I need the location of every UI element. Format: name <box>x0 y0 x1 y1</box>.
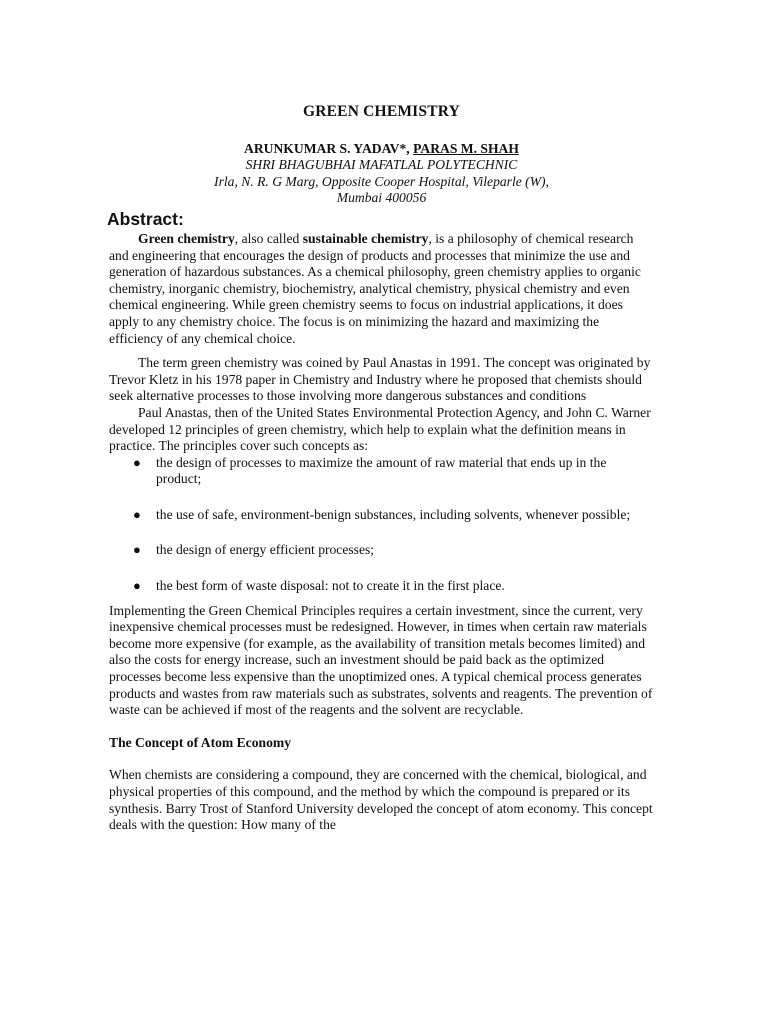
author-separator: , <box>406 140 414 156</box>
abstract-text-mid: , also called <box>234 230 303 246</box>
bullet-icon: ● <box>133 578 141 594</box>
bullet-icon: ● <box>133 506 141 522</box>
list-item-text: the design of energy efficient processes; <box>156 542 375 558</box>
paragraph-atom-economy: When chemists are considering a compound, they are concerned with the chemical, biological, and physical properties of this compound, and the method by which the compound is prepared or its synthesis. Barry Trost of Stanford University developed the concept of atom economy. This concept deals with the question: How many of the <box>109 767 653 833</box>
affiliation-city: Mumbai 400056 <box>336 190 427 206</box>
abstract-heading: Abstract: <box>107 208 184 229</box>
list-item <box>109 578 654 595</box>
author-second: PARAS M. SHAH <box>413 140 519 156</box>
list-item <box>109 542 654 559</box>
list-item-text: the design of processes to maximize the amount of raw material that ends up in the product; <box>156 454 607 487</box>
abstract-text-rest: , is a philosophy of chemical research and engineering that encourages the design of products and processes that minimize the use and generation of hazardous substances. As a chemical philosophy, green chemistry applies to organic chemistry, inorganic chemistry, biochemistry, analytical chemistry, physical chemistry and even chemical engineering. While green chemistry seems to focus on industrial applications, it does apply to any chemistry choice. The focus is on minimizing the hazard and maximizing the efficiency of any chemical choice. <box>109 230 641 346</box>
list-item <box>109 507 654 524</box>
affiliation-address: Irla, N. R. G Marg, Opposite Cooper Hospital, Vileparle (W), <box>214 173 549 189</box>
principles-list <box>109 455 654 595</box>
document-body <box>109 100 654 834</box>
section-heading: The Concept of Atom Economy <box>109 734 291 750</box>
term-green-chemistry: Green chemistry <box>138 230 235 246</box>
document-title: GREEN CHEMISTRY <box>302 103 461 120</box>
abstract-paragraph <box>109 231 654 347</box>
term-sustainable-chemistry: sustainable chemistry <box>302 230 429 246</box>
list-item <box>109 455 654 488</box>
author-first: ARUNKUMAR S. YADAV* <box>244 140 407 156</box>
list-item-text: the use of safe, environment-benign substances, including solvents, whenever possible; <box>156 506 631 522</box>
affiliation-institution: SHRI BHAGUBHAI MAFATLAL POLYTECHNIC <box>245 157 518 173</box>
bullet-icon: ● <box>133 542 141 558</box>
bullet-icon: ● <box>133 454 141 470</box>
paragraph-implementation: Implementing the Green Chemical Principles requires a certain investment, since the current, very inexpensive chemical processes must be redesigned. However, in times when certain raw materials become more expensive (for example, as the availability of transition metals becomes limited) and also the costs for energy increase, such an investment should be paid back as the optimized processes become less expensive than the unoptimized ones. A typical chemical process generates products and wastes from raw materials such as substrates, solvents and reagents. The prevention of waste can be achieved if most of the reagents and the solvent are recyclable. <box>109 602 653 718</box>
list-item-text: the best form of waste disposal: not to create it in the first place. <box>156 578 505 594</box>
paragraph-principles-intro: Paul Anastas, then of the United States Environmental Protection Agency, and John C. Warner developed 12 principles of green chemistry, which help to explain what the definition means in practice. The principles cover such concepts as: <box>109 404 651 454</box>
paragraph-term-origin: The term green chemistry was coined by Paul Anastas in 1991. The concept was originated by Trevor Kletz in his 1978 paper in Chemistry and Industry where he proposed that chemists should seek alternative processes to those involving more dangerous substances and conditions <box>109 355 651 404</box>
author-line <box>109 141 654 158</box>
